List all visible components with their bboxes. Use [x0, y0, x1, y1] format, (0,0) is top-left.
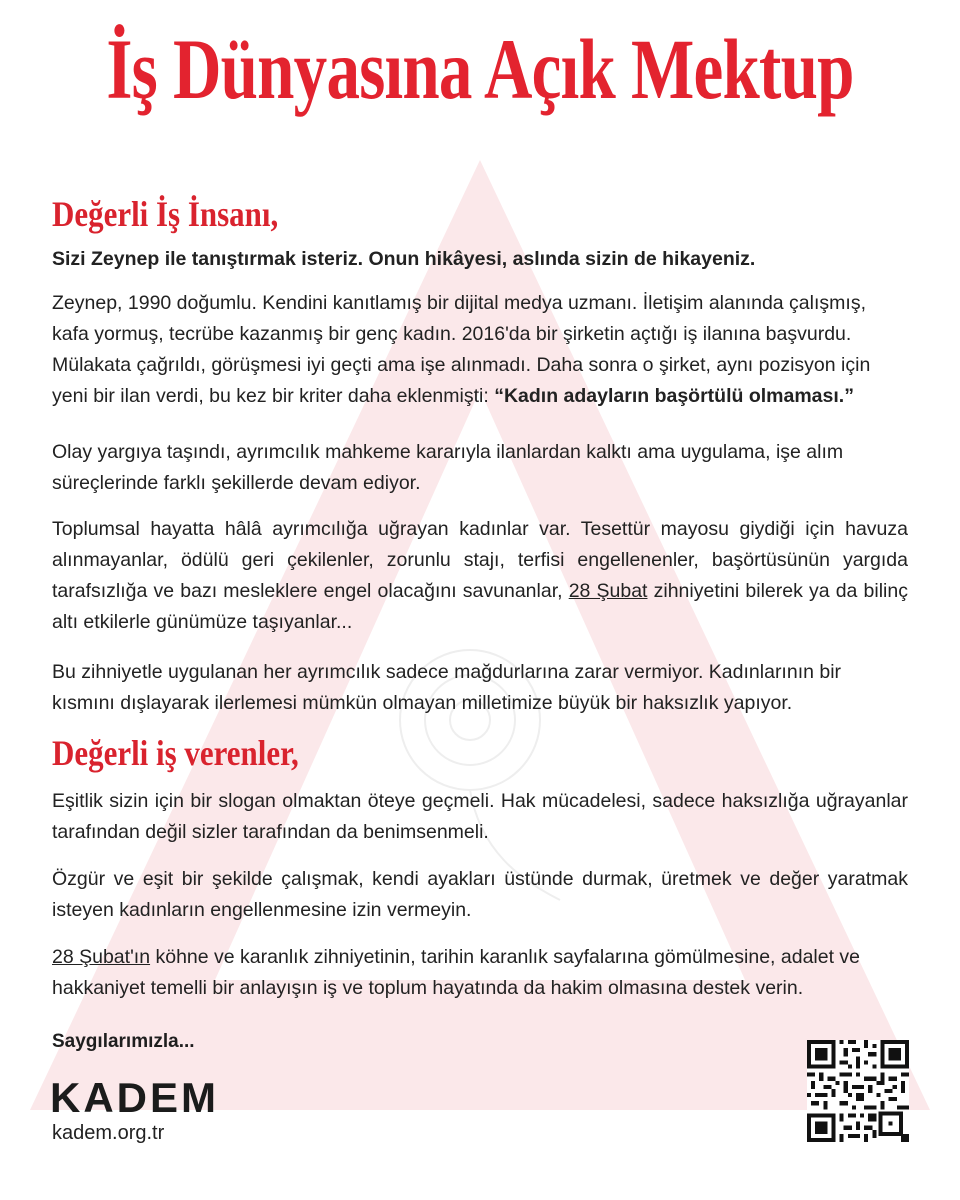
greeting-employers: Değerli iş verenler,: [52, 733, 299, 773]
story-quote: “Kadın adayların başörtülü olmaması.”: [494, 385, 854, 407]
social-text-after: zihniyetini bilerek ya da bilinç altı etkilerle günümüze taşıyanlar...: [52, 580, 908, 633]
lead-sentence: Sizi Zeynep ile tanıştırmak isteriz. Onun hikâyesi, aslında sizin de hikayeniz.: [52, 248, 756, 270]
link-28-subat-final[interactable]: 28 Şubat'ın: [52, 946, 151, 968]
free-work-paragraph: Özgür ve eşit bir şekilde çalışmak, kendi ayakları üstünde durmak, üretmek ve değer yaratmak isteyen kadınların engellenmesine izin vermeyin.: [52, 868, 908, 921]
equality-paragraph: Eşitlik sizin için bir slogan olmaktan öteye geçmeli. Hak mücadelesi, sadece haksızlığa uğrayanlar tarafından değil sizler tarafından da benimsenmeli.: [52, 790, 908, 843]
social-text-before: Toplumsal hayatta hâlâ ayrımcılığa uğrayan kadınlar var. Tesettür mayosu giydiği için havuza alınmayanlar, ödülü geri çekilenler, zorunlu stajı, terfisi engellenenler, başörtüsünün yargıda tarafsızlığa ve bazı mesleklere engel olacağını savunanlar,: [52, 518, 908, 602]
story-paragraph: [52, 288, 908, 412]
link-28-subat[interactable]: 28 Şubat: [568, 580, 648, 602]
mindset-paragraph: Bu zihniyetle uygulanan her ayrımcılık sadece mağdurlarına zarar vermiyor. Kadınlarının bir kısmını dışlayarak ilerlemesi mümkün olmayan milletimize büyük bir haksızlık yapıyor.: [52, 661, 842, 714]
final-paragraph: [52, 942, 908, 1004]
final-text: köhne ve karanlık zihniyetinin, tarihin karanlık sayfalarına gömülmesine, adalet ve hakkaniyet temelli bir anlayışın iş ve toplum hayatında da hakim olmasına destek verin.: [52, 946, 861, 999]
court-paragraph: Olay yargıya taşındı, ayrımcılık mahkeme kararıyla ilanlardan kalktı ama uygulama, işe alım süreçlerinde farklı şekillerde devam ediyor.: [52, 441, 844, 494]
social-paragraph: [52, 514, 908, 638]
kadem-logo: KADEM: [50, 1074, 219, 1121]
greeting-business: Değerli İş İnsanı,: [52, 194, 279, 234]
kadem-url[interactable]: kadem.org.tr: [52, 1122, 165, 1144]
qr-code-icon[interactable]: [807, 1040, 909, 1142]
page-title: İş Dünyasına Açık Mektup: [106, 21, 854, 117]
closing-text: Saygılarımızla...: [52, 1031, 195, 1052]
story-text: Zeynep, 1990 doğumlu. Kendini kanıtlamış bir dijital medya uzmanı. İletişim alanında çalışmış, kafa yormuş, tecrübe kazanmış bir genç kadın. 2016'da bir şirketin açtığı iş ilanına başvurdu. Mülakata çağrıldı, görüşmesi iyi geçti ama işe alınmadı. Daha sonra o şirket, aynı pozisyon için yeni bir ilan verdi, bu kez bir kriter daha eklenmişti:: [52, 292, 871, 407]
